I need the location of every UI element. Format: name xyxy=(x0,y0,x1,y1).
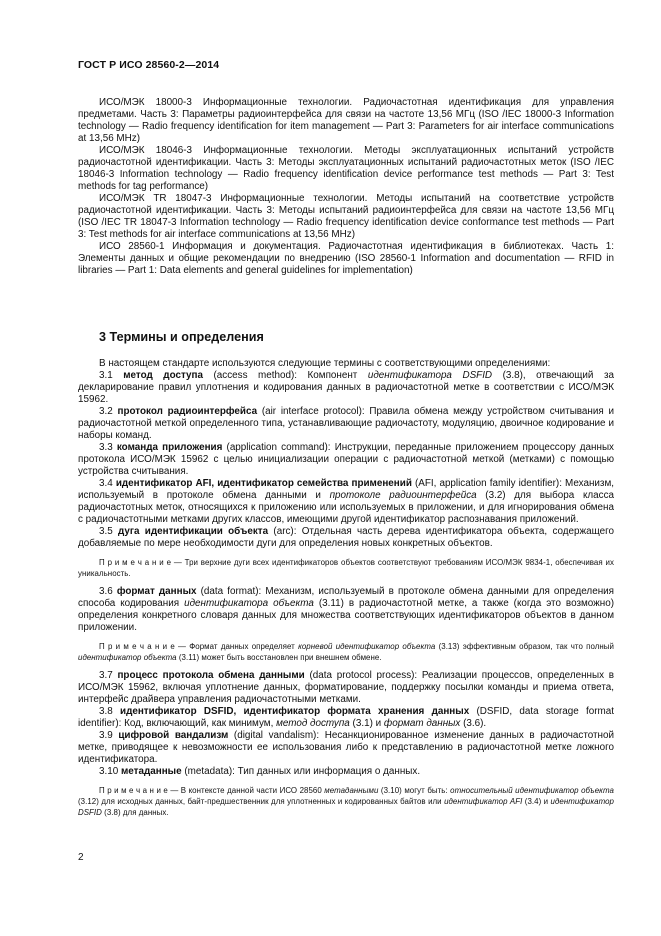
reference-18047-3: ИСО/МЭК TR 18047-3 Информационные технологии. Методы испытаний на соответствие устройств радиочастотной идентификации. Часть 3: Методы испытаний радиоинтерфейса для связи на частоте 13,56 МГц (ISO /IEC TR 18047-3 Information technology — Radio frequency identification device conformance test methods — Part 3: Test methods for air interface communications at 13,56 MHz) xyxy=(78,193,614,240)
term-name: метод доступа xyxy=(123,370,203,381)
term-3-7: 3.7 процесс протокола обмена данными (data protocol process): Реализации процессов, определенных в ИСО/МЭК 15962, включая уплотнение данных, форматирование, поддержку посылки команды и приема ответа, интерфейс драйвера управления радиочастотными метками. xyxy=(78,669,615,705)
term-name: цифровой вандализм xyxy=(118,729,229,741)
term-3-6: 3.6 формат данных (data format): Механизм, используемый в протоколе обмена данными для определения способа кодирования идентификатора объекта (3.11) в радиочастотной метке, а также (когда это возможно) определения конкретного словаря данных для множества соответствующих идентификаторов объектов в данном приложении. xyxy=(78,585,615,633)
term-3-8: 3.8 идентификатор DSFID, идентификатор формата хранения данных (DSFID, data storage format identifier): Код, включающий, как минимум, метод доступа (3.1) и формат данных (3.6). xyxy=(78,705,614,729)
term-3-10: 3.10 метаданные (metadata): Тип данных или информация о данных. xyxy=(99,765,421,777)
term-name: процесс протокола обмена данными xyxy=(117,669,305,681)
page-number: 2 xyxy=(78,852,84,863)
term-name: идентификатор AFI, идентификатор семейства применений xyxy=(115,478,412,489)
reference-18000-3: ИСО/МЭК 18000-3 Информационные технологии. Радиочастотная идентификация для управления предметами. Часть 3: Параметры радиоинтерфейса для связи на частоте 13,56 МГц (ISO /IEC 18000-3 Information technology — Radio frequency identification for item management — Part 3: Parameters for air interface communications at 13,56 MHz) xyxy=(78,97,614,144)
term-name: дуга идентификации объекта xyxy=(118,526,269,537)
term-3-9: 3.9 цифровой вандализм (digital vandalism): Несанкционированное изменение данных в радиочастотной метке, приводящее к невозможности ее использования либо к представлению в радиочастотной метке ложного идентификатора. xyxy=(78,729,615,765)
note-2: П р и м е ч а н и е — Формат данных определяет корневой идентификатор объекта (3.13) эффективным образом, так что полный идентификатор объекта (3.11) может быть восстановлен при внешнем обмене. xyxy=(78,641,614,663)
term-name: метаданные xyxy=(120,765,182,777)
definitions-body xyxy=(78,358,614,819)
term-name: формат данных xyxy=(116,585,197,597)
term-3-3: 3.3 команда приложения (application command): Инструкции, переданные приложением процессору данных протокола ИСО/МЭК 15962 с целью инициализации операции с радиочастотной меткой (метками) с помощью устройства считывания. xyxy=(78,442,614,477)
term-3-5: 3.5 дуга идентификации объекта (arc): Отдельная часть дерева идентификатора объекта, содержащего добавляемые по мере необходимости дуги для определения новых конкретных объектов. xyxy=(78,526,614,549)
document-header: ГОСТ Р ИСО 28560-2—2014 xyxy=(78,59,220,71)
term-name: идентификатор DSFID, идентификатор формата хранения данных xyxy=(120,705,470,717)
term-name: команда приложения xyxy=(116,442,223,453)
term-3-4: 3.4 идентификатор AFI, идентификатор семейства применений (AFI, application family identifier): Механизм, используемый в протоколе обмена данными и протоколе радиоинтерфейса (3.2) для выбора класса радиочастотных меток, относящихся к приложению или используемых в приложении, и для игнорирования обмена с радиочастотными метками других классов, имеющими другой идентификатор распознавания приложений. xyxy=(78,478,614,525)
normative-references xyxy=(78,97,614,277)
section-title: 3 Термины и определения xyxy=(99,330,264,344)
term-3-1: 3.1 метод доступа (access method): Компонент идентификатора DSFID (3.8), отвечающий за декларирование правил уплотнения и кодирования данных в радиочастотной метке в соответствии с ИСО/МЭК 15962. xyxy=(78,370,614,405)
reference-18046-3: ИСО/МЭК 18046-3 Информационные технологии. Методы эксплуатационных испытаний устройств радиочастотной идентификации. Часть 3: Методы эксплуатационных испытаний радиочастотных меток (ISO /IEC 18046-3 Information technology — Radio frequency identification device performance test methods — Part 3: Test methods for tag performance) xyxy=(78,145,614,192)
reference-28560-1: ИСО 28560-1 Информация и документация. Радиочастотная идентификация в библиотеках. Часть 1: Элементы данных и общие рекомендации по внедрению (ISO 28560-1 Information and documentation — RFID in libraries — Part 1: Data elements and general guidelines for implementation) xyxy=(78,241,614,276)
note-1: П р и м е ч а н и е — Три верхние дуги всех идентификаторов объектов соответствуют требованиям ИСО/МЭК 9834-1, обеспечивая их уникальность. xyxy=(78,558,614,579)
term-3-2: 3.2 протокол радиоинтерфейса (air interface protocol): Правила обмена между устройством считывания и радиочастотной меткой определенного типа, устанавливающие радиочастоту, модуляцию, двоичное кодирование и наборы команд. xyxy=(78,406,614,441)
term-name: протокол радиоинтерфейса xyxy=(117,406,258,417)
note-3: П р и м е ч а н и е — В контексте данной части ИСО 28560 метаданными (3.10) могут быть: относительный идентификатор объекта (3.12) для исходных данных, байт-предшественник для уплотненных и кодированных байтов или идентификатор AFI (3.4) и идентификатор DSFID (3.8) для данных. xyxy=(78,785,614,818)
section-intro: В настоящем стандарте используются следующие термины с соответствующими определениями: xyxy=(99,358,551,369)
